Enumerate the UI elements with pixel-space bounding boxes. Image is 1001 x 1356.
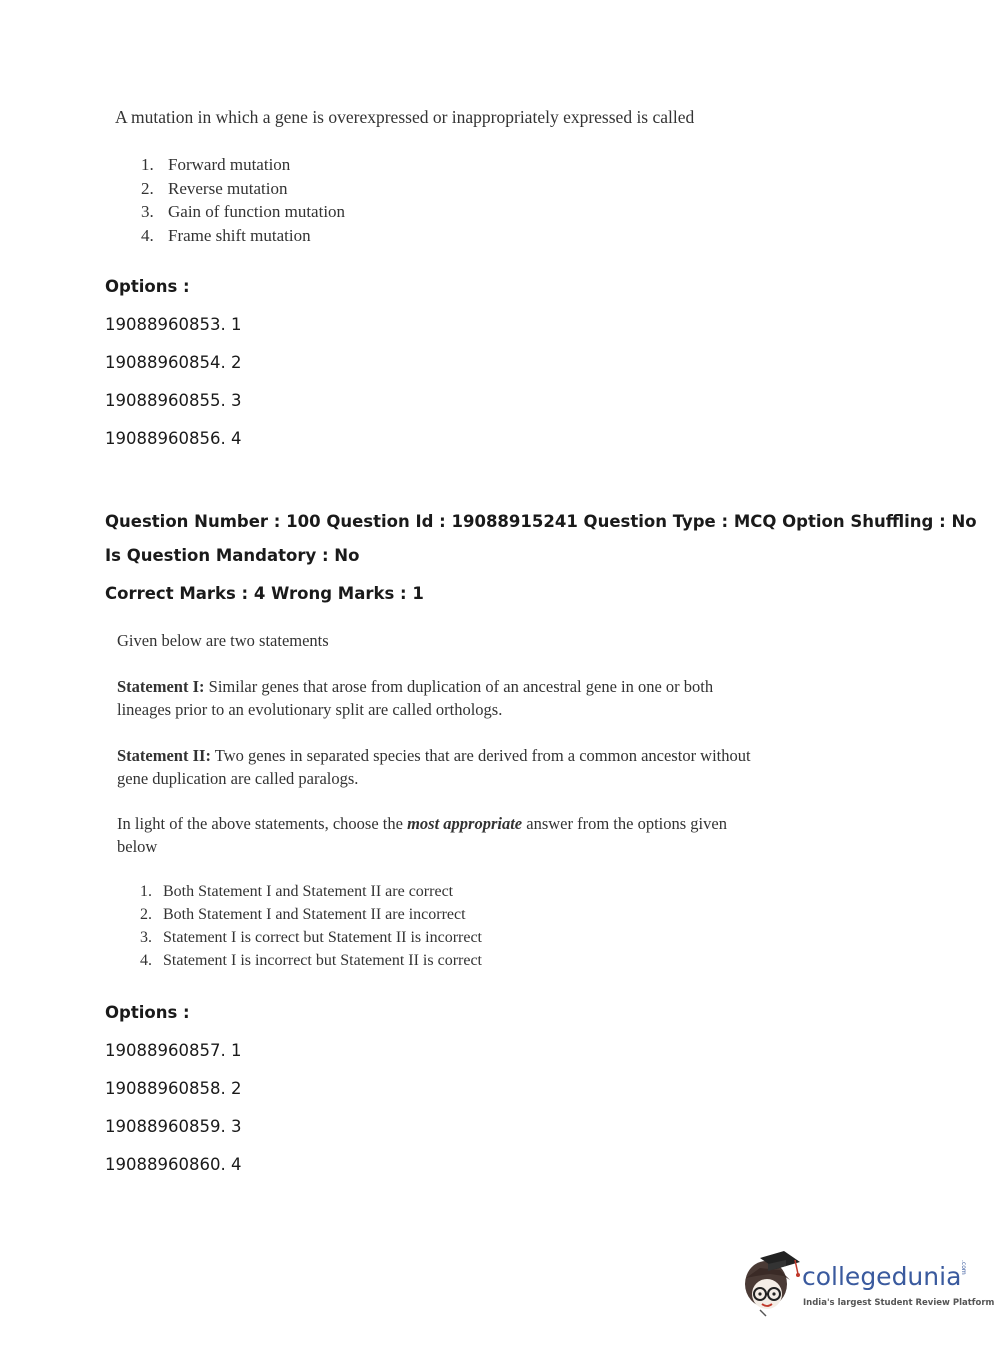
question1-stem: A mutation in which a gene is overexpressed or inappropriately expressed is called bbox=[115, 107, 695, 127]
question2-choices bbox=[140, 880, 482, 972]
collegedunia-logo bbox=[740, 1248, 995, 1318]
option-id: 19088960860. 4 bbox=[105, 1155, 242, 1174]
question-marks: Correct Marks : 4 Wrong Marks : 1 bbox=[105, 584, 424, 603]
list-item: 1. Both Statement I and Statement II are correct bbox=[140, 883, 454, 900]
option-id: 19088960855. 3 bbox=[105, 391, 242, 410]
option-id: 19088960857. 1 bbox=[105, 1041, 242, 1060]
question-meta: Question Number : 100 Question Id : 19088915241 Question Type : MCQ Option Shuffling : No bbox=[105, 512, 977, 531]
question-mandatory: Is Question Mandatory : No bbox=[105, 546, 360, 565]
statement-1: Statement I: Similar genes that arose from duplication of an ancestral gene in one or both lineages prior to an evolutionary split are called orthologs. bbox=[117, 677, 714, 719]
question2-intro: Given below are two statements bbox=[117, 631, 329, 650]
options-heading: Options : bbox=[105, 1003, 190, 1022]
logo-wordmark: collegedunia bbox=[802, 1262, 962, 1291]
option-id: 19088960858. 2 bbox=[105, 1079, 242, 1098]
logo-tagline: India's largest Student Review Platform bbox=[803, 1298, 995, 1308]
question2-instruction: In light of the above statements, choose the most appropriate answer from the options given below bbox=[117, 814, 727, 856]
list-item: 3. Statement I is correct but Statement II is incorrect bbox=[140, 929, 482, 946]
list-item: 2. Reverse mutation bbox=[141, 178, 288, 198]
list-item: 4. Statement I is incorrect but Statement II is correct bbox=[140, 952, 482, 969]
option-id: 19088960859. 3 bbox=[105, 1117, 242, 1136]
option-id: 19088960856. 4 bbox=[105, 429, 242, 448]
emphasis: most appropriate bbox=[407, 814, 523, 833]
statement-label: Statement I: bbox=[117, 677, 205, 696]
list-item: 4. Frame shift mutation bbox=[141, 225, 311, 245]
list-item: 2. Both Statement I and Statement II are incorrect bbox=[140, 906, 466, 923]
statement-2: Statement II: Two genes in separated species that are derived from a common ancestor without gene duplication are called paralogs. bbox=[117, 746, 751, 788]
list-item: 3. Gain of function mutation bbox=[141, 202, 346, 221]
options-heading: Options : bbox=[105, 277, 190, 296]
option-id: 19088960854. 2 bbox=[105, 353, 242, 372]
question1-choices bbox=[141, 153, 345, 247]
logo-dotcom: .com bbox=[960, 1260, 967, 1275]
option-id: 19088960853. 1 bbox=[105, 315, 242, 334]
list-item: 1. Forward mutation bbox=[141, 155, 291, 174]
student-mascot-icon bbox=[740, 1248, 802, 1318]
statement-label: Statement II: bbox=[117, 746, 211, 765]
